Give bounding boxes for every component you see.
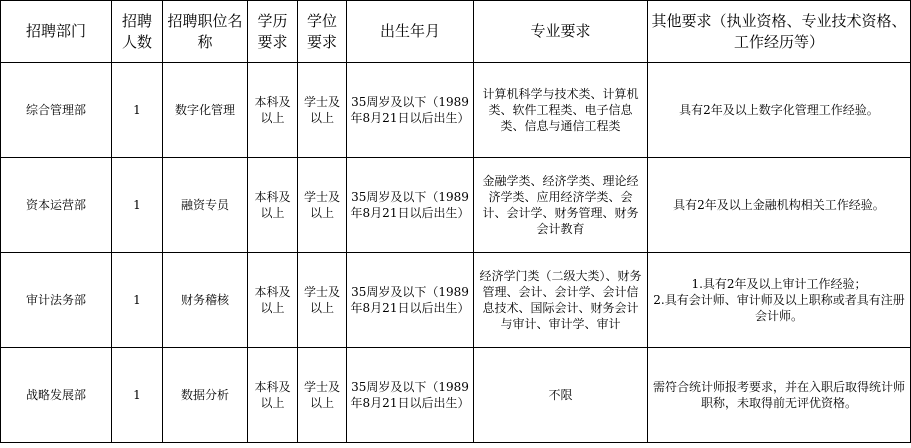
cell-department: 审计法务部 bbox=[1, 253, 112, 348]
cell-department: 资本运营部 bbox=[1, 158, 112, 253]
table-row bbox=[1, 253, 911, 348]
cell-major: 金融学类、经济学类、理论经济学类、应用经济学类、会计、会计学、财务管理、财务会计教育 bbox=[474, 158, 648, 253]
cell-major: 计算机科学与技术类、计算机类、软件工程类、电子信息类、信息与通信工程类 bbox=[474, 63, 648, 158]
cell-other: 具有2年及以上数字化管理工作经验。 bbox=[648, 63, 911, 158]
cell-other: 1.具有2年及以上审计工作经验； 2.具有会计师、审计师及以上职称或者具有注册会计师。 bbox=[648, 253, 911, 348]
header-other: 其他要求（执业资格、专业技术资格、工作经历等） bbox=[648, 1, 911, 63]
cell-education: 本科及以上 bbox=[248, 158, 298, 253]
header-row bbox=[1, 1, 911, 63]
cell-degree: 学士及以上 bbox=[298, 158, 347, 253]
header-degree: 学位要求 bbox=[298, 1, 347, 63]
cell-position: 数字化管理 bbox=[163, 63, 248, 158]
header-position: 招聘职位名称 bbox=[163, 1, 248, 63]
cell-count: 1 bbox=[112, 253, 163, 348]
cell-position: 数据分析 bbox=[163, 348, 248, 443]
cell-department: 战略发展部 bbox=[1, 348, 112, 443]
table-row bbox=[1, 158, 911, 253]
header-count: 招聘人数 bbox=[112, 1, 163, 63]
cell-major: 不限 bbox=[474, 348, 648, 443]
cell-count: 1 bbox=[112, 63, 163, 158]
cell-degree: 学士及以上 bbox=[298, 63, 347, 158]
cell-count: 1 bbox=[112, 158, 163, 253]
cell-degree: 学士及以上 bbox=[298, 253, 347, 348]
cell-degree: 学士及以上 bbox=[298, 348, 347, 443]
cell-position: 融资专员 bbox=[163, 158, 248, 253]
header-birth: 出生年月 bbox=[347, 1, 474, 63]
cell-count: 1 bbox=[112, 348, 163, 443]
header-major: 专业要求 bbox=[474, 1, 648, 63]
cell-position: 财务稽核 bbox=[163, 253, 248, 348]
header-department: 招聘部门 bbox=[1, 1, 112, 63]
cell-major: 经济学门类（二级大类）、财务管理、会计、会计学、会计信息技术、国际会计、财务会计与审计、审计学、审计 bbox=[474, 253, 648, 348]
cell-department: 综合管理部 bbox=[1, 63, 112, 158]
cell-education: 本科及以上 bbox=[248, 348, 298, 443]
cell-birth: 35周岁及以下（1989年8月21日以后出生） bbox=[347, 348, 474, 443]
cell-birth: 35周岁及以下（1989年8月21日以后出生） bbox=[347, 253, 474, 348]
cell-education: 本科及以上 bbox=[248, 253, 298, 348]
cell-education: 本科及以上 bbox=[248, 63, 298, 158]
table-row bbox=[1, 348, 911, 443]
cell-birth: 35周岁及以下（1989年8月21日以后出生） bbox=[347, 63, 474, 158]
cell-other: 需符合统计师报考要求，并在入职后取得统计师职称，未取得前无评优资格。 bbox=[648, 348, 911, 443]
cell-birth: 35周岁及以下（1989年8月21日以后出生） bbox=[347, 158, 474, 253]
table-row bbox=[1, 63, 911, 158]
cell-other: 具有2年及以上金融机构相关工作经验。 bbox=[648, 158, 911, 253]
header-education: 学历要求 bbox=[248, 1, 298, 63]
